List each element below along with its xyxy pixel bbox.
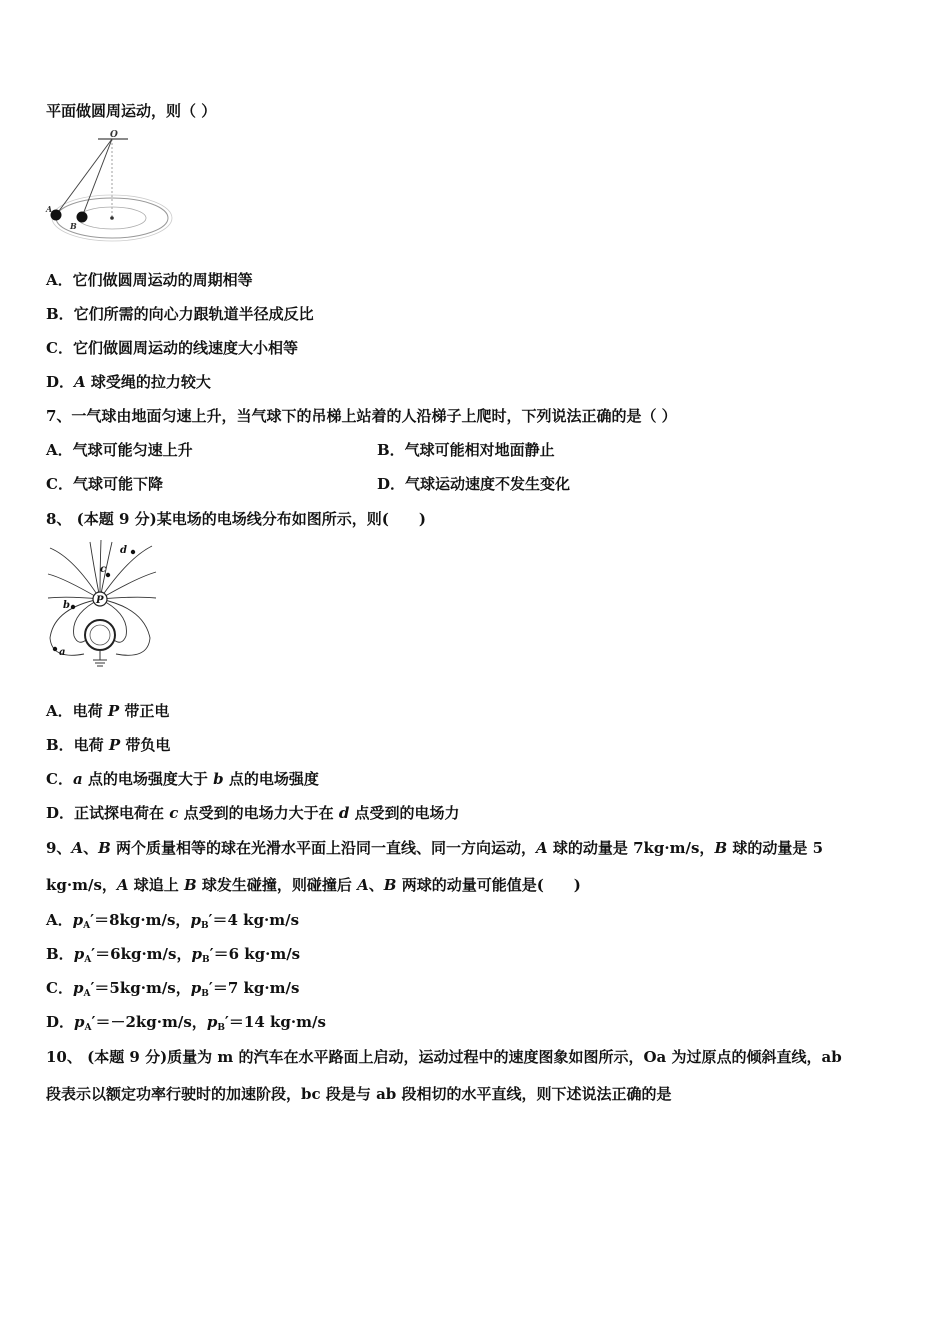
q8-option-a: A．电荷 P 带正电: [46, 702, 170, 720]
q6-option-c: C．它们做圆周运动的线速度大小相等: [46, 339, 298, 357]
q9-option-c: C．$p_A'=5kg\cdot m/s$，$p_B'=7$ kg·m/s: [46, 979, 300, 999]
q9-stem-line1: 9、A、B 两个质量相等的球在光滑水平面上沿同一直线、同一方向运动，A 球的动量是 7kg·m/s，B 球的动量是 5: [46, 839, 824, 857]
point-b: [71, 605, 75, 609]
q8-electric-field-figure: [44, 538, 160, 670]
q7-stem: 7、一气球由地面匀速上升，当气球下的吊梯上站着的人沿梯子上爬时，下列说法正确的是（ ）: [46, 407, 677, 425]
grounded-conductor-sphere: [85, 620, 115, 650]
q6-option-d: D．A 球受绳的拉力较大: [46, 373, 211, 391]
point-c: [106, 573, 110, 577]
q7-option-d: D．气球运动速度不发生变化: [377, 475, 571, 493]
q9-option-a: A．$p_A'=8kg\cdot m/s$，$p_B'=4$ kg·m/s: [46, 911, 300, 931]
ball-b: [77, 212, 88, 223]
string-b: [82, 139, 112, 217]
q10-stem-line2: 段表示以额定功率行驶时的加速阶段，bc 段是与 ab 段相切的水平直线，则下述说法正确的是: [46, 1085, 672, 1103]
q6-stem-tail: 平面做圆周运动，则（ ）: [46, 102, 217, 120]
q6-option-b: B．它们所需的向心力跟轨道半径成反比: [46, 305, 314, 323]
q8-option-b: B．电荷 P 带负电: [46, 736, 171, 754]
label-a: A: [46, 204, 53, 214]
string-a: [56, 139, 112, 215]
label-p: P: [96, 595, 104, 606]
label-d: d: [120, 545, 127, 556]
q7-option-a: A．气球可能匀速上升: [46, 441, 193, 459]
q8-option-c: C．a 点的电场强度大于 b 点的电场强度: [46, 770, 319, 788]
q8-option-d: D．正试探电荷在 c 点受到的电场力大于在 d 点受到的电场力: [46, 804, 460, 822]
q8-stem: 8、 (本题 9 分)某电场的电场线分布如图所示，则( ): [46, 510, 426, 528]
q7-option-b: B．气球可能相对地面静止: [377, 441, 555, 459]
label-b: b: [63, 600, 70, 611]
q9-option-d: D．$p_A'=-2kg\cdot m/s$，$p_B'=14$ kg·m/s: [46, 1013, 326, 1033]
q6-conical-pendulum-figure: [44, 130, 174, 248]
point-d: [131, 550, 135, 554]
q9-option-b: B．$p_A'=6kg\cdot m/s$，$p_B'=6$ kg·m/s: [46, 945, 301, 965]
q9-stem-line2: kg·m/s，A 球追上 B 球发生碰撞，则碰撞后 A、B 两球的动量可能值是( ): [46, 876, 581, 894]
label-b: B: [70, 221, 77, 231]
q10-stem-line1: 10、 (本题 9 分)质量为 m 的汽车在水平路面上启动，运动过程中的速度图象如图所示，Oa 为过原点的倾斜直线，ab: [46, 1048, 842, 1066]
q7-option-c: C．气球可能下降: [46, 475, 163, 493]
point-a: [53, 647, 57, 651]
label-a: a: [59, 647, 66, 658]
center-dot: [110, 216, 114, 220]
q6-option-a: A．它们做圆周运动的周期相等: [46, 271, 253, 289]
label-c: c: [100, 564, 107, 575]
label-o: O: [110, 130, 118, 140]
